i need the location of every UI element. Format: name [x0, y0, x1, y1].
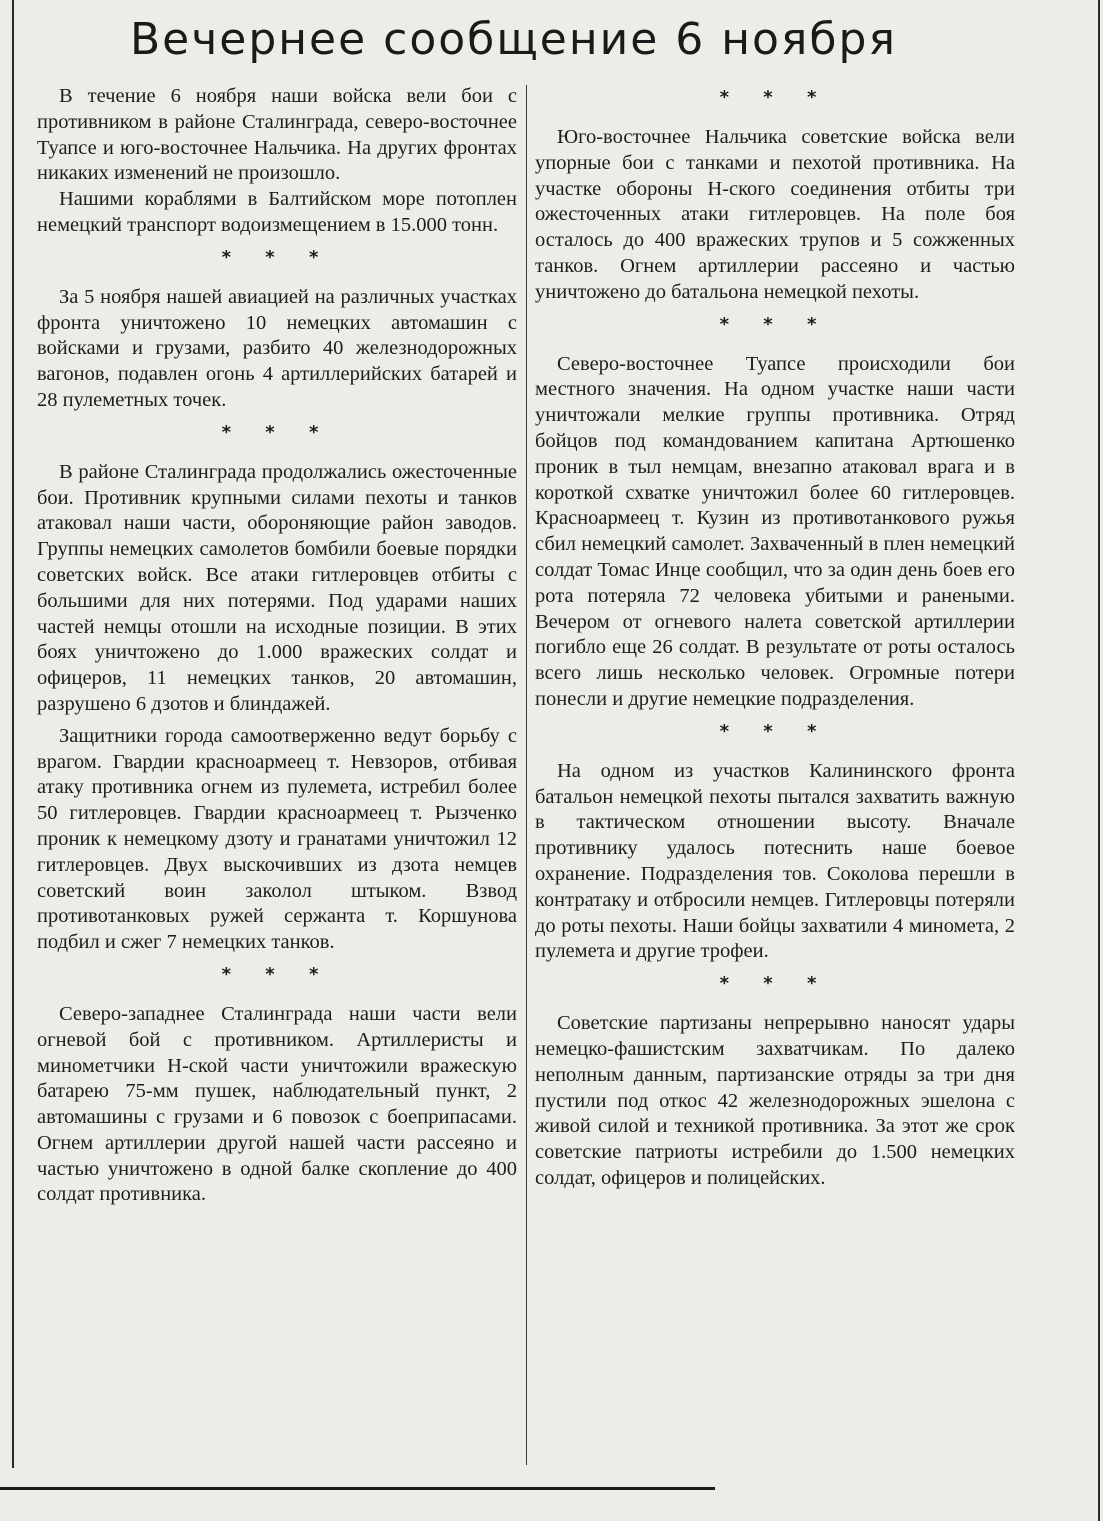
section-separator: * * * — [719, 313, 831, 335]
paragraph: Северо-западнее Сталинграда наши части вели огневой бой с противником. Артиллеристы и минометчики Н-ской части уничтожили вражескую батарею 75-мм пушек, наблюдательный пункт, 2 автомашины с грузами и 6 повозок с боеприпасами. Огнем артиллерии другой нашей части рассеяно и частью уничтожено в одной балке скопление до 400 солдат противника. — [37, 1002, 517, 1206]
paragraph: За 5 ноября нашей авиацией на различных участках фронта уничтожено 10 немецких автомашин с войсками и грузами, разбито 40 железнодорожных вагонов, подавлен огонь 4 артиллерийских батарей и 28 пулеметных точек. — [37, 285, 517, 411]
section-separator: * * * — [719, 720, 831, 742]
left-column — [37, 84, 517, 1208]
bottom-rule — [0, 1487, 715, 1490]
section-separator: * * * — [221, 963, 333, 985]
paragraph: Северо-восточнее Туапсе происходили бои местного значения. На одном участке наши части уничтожали мелкие группы противника. Отряд бойцов под командованием капитана Артюшенко проник в тыл немцам, внезапно атаковал врага и в короткой схватке уничтожил более 60 гитлеровцев. Красноармеец т. Кузин из противотанкового ружья сбил немецкий самолет. Захваченный в плен немецкий солдат Томас Инце сообщил, что за один день боев его рота потеряла 72 человека убитыми и ранеными. Вечером от огневого налета советской артиллерии погибло еще 26 солдат. В результате от роты осталось всего лишь несколько человек. Огромные потери понесли и другие немецкие подразделения. — [535, 352, 1015, 710]
section-separator: * * * — [719, 87, 831, 108]
column-divider — [526, 85, 527, 1465]
right-border-rule — [1098, 0, 1100, 1521]
paragraph: В течение 6 ноября наши войска вели бои с противником в районе Сталинграда, северо-восточнее Туапсе и юго-восточнее Нальчика. На других фронтах никаких изменений не произошло. — [37, 85, 517, 185]
left-border-rule — [12, 0, 14, 1468]
section-separator: * * * — [221, 246, 333, 268]
paragraph: Юго-восточнее Нальчика советские войска вели упорные бои с танками и пехотой противника. На участке обороны Н-ского соединения отбиты три ожесточенных атаки гитлеровцев. На поле боя осталось до 400 вражеских трупов и 5 сожженных танков. Огнем артиллерии рассеяно и частью уничтожено до батальона немецкой пехоты. — [535, 126, 1015, 303]
paragraph: Советские партизаны непрерывно наносят удары немецко-фашистским захватчикам. По далеко неполным данным, партизанские отряды за три дня пустили под откос 42 железнодорожных эшелона с живой силой и техникой противника. За этот же срок советские патриоты истребили до 1.500 немецких солдат, офицеров и полицейских. — [535, 1012, 1015, 1189]
section-separator: * * * — [719, 973, 831, 995]
article-headline: Вечернее сообщение 6 ноября — [130, 14, 897, 65]
paragraph: В районе Сталинграда продолжались ожесточенные бои. Противник крупными силами пехоты и танков атаковал наши части, обороняющие район заводов. Группы немецких самолетов бомбили боевые порядки советских войск. Все атаки гитлеровцев отбиты с большими для них потерями. Под ударами наших частей немцы отошли на исходные позиции. В этих боях уничтожено до 1.000 вражеских солдат и офицеров, 11 немецких танков, 20 автомашин, разрушено 6 дзотов и блиндажей. — [37, 460, 517, 715]
section-separator: * * * — [221, 421, 333, 443]
paragraph: На одном из участков Калининского фронта батальон немецкой пехоты пытался захватить важную в тактическом отношении высоту. Вначале противнику удалось потеснить наше боевое охранение. Подразделения тов. Соколова перешли в контратаку и отбросили немцев. Гитлеровцы потеряли до роты пехоты. Наши бойцы захватили 4 миномета, 2 пулемета и другие трофеи. — [535, 759, 1015, 963]
paragraph: Нашими кораблями в Балтийском море потоплен немецкий транспорт водоизмещением в 15.000 тонн. — [37, 188, 517, 236]
paragraph: Защитники города самоотверженно ведут борьбу с врагом. Гвардии красноармеец т. Невзоров, отбивая атаку противника огнем из пулемета, истребил более 50 гитлеровцев. Гвардии красноармеец т. Рызченко проник к немецкому дзоту и гранатами уничтожил 12 гитлеровцев. Двух выскочивших из дзота немцев советский воин заколол штыком. Взвод противотанковых ружей сержанта т. Коршунова подбил и сжег 7 немецких танков. — [37, 724, 517, 954]
right-column — [535, 86, 1015, 1192]
